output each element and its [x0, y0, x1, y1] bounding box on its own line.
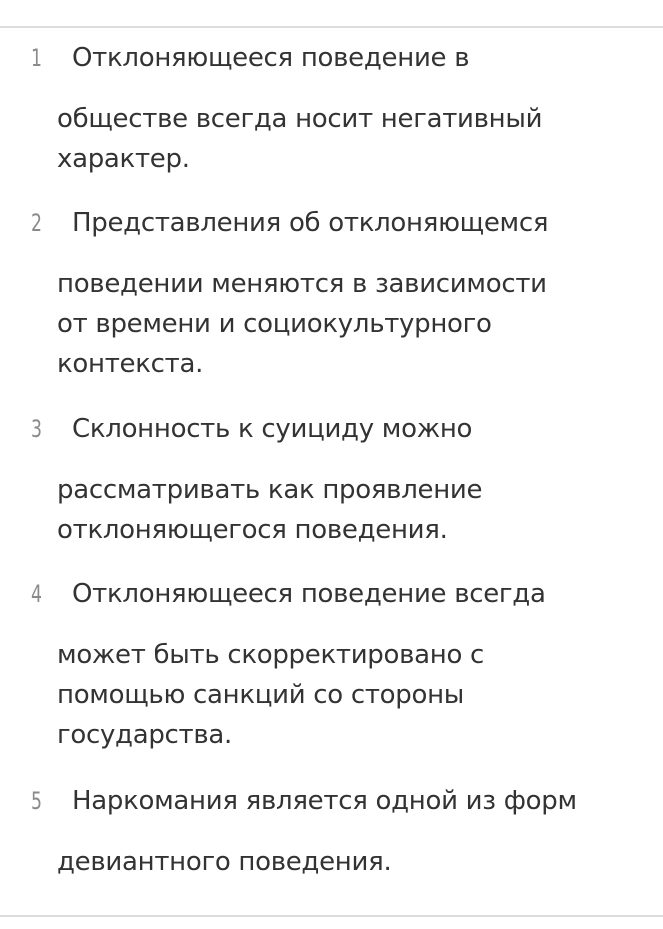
statement-number: 2 — [31, 209, 42, 237]
statement-text-line: Отклоняющееся поведение в — [72, 43, 470, 73]
statement-text-line: контекста. — [57, 349, 204, 379]
statement-text-line: государства. — [57, 720, 233, 750]
statement-text-line: Наркомания является одной из форм — [72, 786, 577, 816]
statement-text-continuation — [57, 635, 657, 755]
statement-text-line: может быть скорректировано с — [57, 640, 485, 670]
statement-text-line: Представления об отклоняющемся — [72, 208, 549, 238]
bottom-divider — [0, 915, 663, 917]
statement-text-line: обществе всегда носит негативный — [57, 104, 543, 134]
statement-text-continuation — [57, 842, 657, 882]
statement-number: 1 — [31, 44, 42, 72]
top-divider — [0, 26, 663, 28]
statement-text-line: отклоняющегося поведения. — [57, 515, 448, 545]
statement-text-line: Склонность к суициду можно — [72, 414, 473, 444]
statement-text-line: Отклоняющееся поведение всегда — [72, 579, 546, 609]
statement-text-line: рассматривать как проявление — [57, 475, 483, 505]
statement-text-continuation — [57, 264, 657, 384]
statement-text-line: девиантного поведения. — [57, 847, 392, 877]
statement-number: 3 — [31, 415, 42, 443]
statement-number: 4 — [31, 580, 42, 608]
statement-text-line: поведении меняются в зависимости — [57, 269, 547, 299]
statement-number: 5 — [31, 787, 42, 815]
statement-text-line: помощью санкций со стороны — [57, 680, 465, 710]
statement-text-line: характер. — [57, 144, 190, 174]
statement-text-line: от времени и социокультурного — [57, 309, 492, 339]
statement-text-continuation — [57, 470, 657, 550]
statement-text-continuation — [57, 99, 657, 179]
